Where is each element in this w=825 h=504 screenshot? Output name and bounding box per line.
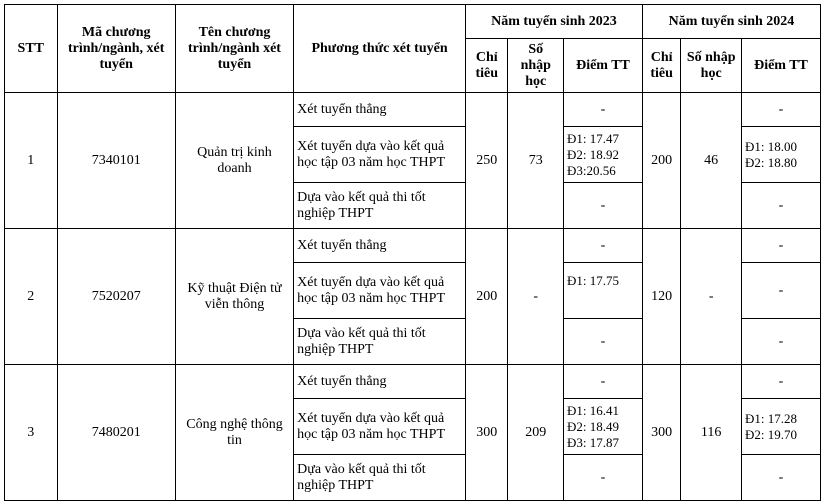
quota-2024: 120 — [642, 229, 680, 365]
header-code: Mã chương trình/ngành, xét tuyển — [57, 5, 175, 93]
score-2023: Đ1: 17.75 — [564, 263, 643, 319]
header-quota-2024: Chỉ tiêu — [642, 39, 680, 93]
program-name: Công nghệ thông tin — [175, 365, 293, 501]
table-row — [5, 229, 821, 263]
score-2024: - — [742, 93, 821, 127]
quota-2023: 200 — [466, 229, 508, 365]
enrolled-2024: 116 — [681, 365, 742, 501]
method-direct: Xét tuyển thẳng — [294, 93, 466, 127]
score-2023: - — [564, 319, 643, 365]
method-exam: Dựa vào kết quả thi tốt nghiệp THPT — [294, 183, 466, 229]
header-method: Phương thức xét tuyển — [294, 5, 466, 93]
header-quota-2023: Chỉ tiêu — [466, 39, 508, 93]
enrolled-2024: 46 — [681, 93, 742, 229]
score-2023: Đ1: 16.41 Đ2: 18.49 Đ3: 17.87 — [564, 399, 643, 455]
stt-cell: 2 — [5, 229, 58, 365]
score-2024: - — [742, 263, 821, 319]
score-2024: Đ1: 17.28 Đ2: 19.70 — [742, 399, 821, 455]
quota-2023: 300 — [466, 365, 508, 501]
program-code: 7340101 — [57, 93, 175, 229]
score-2024: Đ1: 18.00 Đ2: 18.80 — [742, 127, 821, 183]
program-name: Quản trị kinh doanh — [175, 93, 293, 229]
header-score-2023: Điểm TT — [564, 39, 643, 93]
score-2024: - — [742, 319, 821, 365]
method-exam: Dựa vào kết quả thi tốt nghiệp THPT — [294, 455, 466, 501]
score-2024: - — [742, 455, 821, 501]
score-2023: Đ1: 17.47 Đ2: 18.92 Đ3:20.56 — [564, 127, 643, 183]
method-exam: Dựa vào kết quả thi tốt nghiệp THPT — [294, 319, 466, 365]
stt-cell: 1 — [5, 93, 58, 229]
method-direct: Xét tuyển thẳng — [294, 229, 466, 263]
program-code: 7520207 — [57, 229, 175, 365]
header-enrolled-2023: Số nhập học — [508, 39, 564, 93]
header-stt: STT — [5, 5, 58, 93]
score-2023: - — [564, 93, 643, 127]
enrolled-2023: 73 — [508, 93, 564, 229]
table-row — [5, 93, 821, 127]
header-name: Tên chương trình/ngành xét tuyển — [175, 5, 293, 93]
quota-2024: 300 — [642, 365, 680, 501]
method-transcript: Xét tuyển dựa vào kết quả học tập 03 năm học THPT — [294, 127, 466, 183]
program-name: Kỹ thuật Điện tử viễn thông — [175, 229, 293, 365]
quota-2024: 200 — [642, 93, 680, 229]
score-2023: - — [564, 365, 643, 399]
score-2023: - — [564, 183, 643, 229]
score-2024: - — [742, 365, 821, 399]
score-2023: - — [564, 455, 643, 501]
admission-table — [4, 4, 821, 501]
enrolled-2023: - — [508, 229, 564, 365]
method-transcript: Xét tuyển dựa vào kết quả học tập 03 năm học THPT — [294, 399, 466, 455]
method-direct: Xét tuyển thẳng — [294, 365, 466, 399]
enrolled-2023: 209 — [508, 365, 564, 501]
header-year-2024: Năm tuyển sinh 2024 — [642, 5, 820, 39]
program-code: 7480201 — [57, 365, 175, 501]
quota-2023: 250 — [466, 93, 508, 229]
score-2024: - — [742, 229, 821, 263]
header-year-2023: Năm tuyển sinh 2023 — [466, 5, 643, 39]
header-enrolled-2024: Số nhập học — [681, 39, 742, 93]
header-score-2024: Điểm TT — [742, 39, 821, 93]
enrolled-2024: - — [681, 229, 742, 365]
header-row-1 — [5, 5, 821, 39]
score-2023: - — [564, 229, 643, 263]
stt-cell: 3 — [5, 365, 58, 501]
table-row — [5, 365, 821, 399]
score-2024: - — [742, 183, 821, 229]
method-transcript: Xét tuyển dựa vào kết quả học tập 03 năm học THPT — [294, 263, 466, 319]
